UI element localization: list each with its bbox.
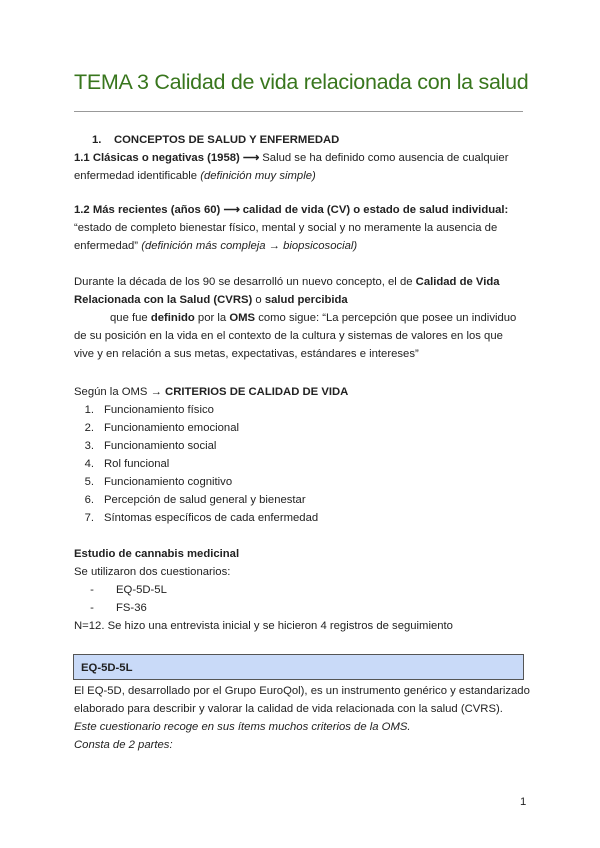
decade-p3: como sigue: “La percepción que posee un individuo <box>255 312 517 324</box>
recent-text-2: enfermedad” <box>74 240 142 252</box>
criteria-item-text: Funcionamiento físico <box>104 404 214 416</box>
classic-text-2: enfermedad identificable <box>74 170 201 182</box>
criteria-intro <box>74 383 348 401</box>
decade-or: o <box>252 294 265 306</box>
decade-p1: que fue <box>110 312 151 324</box>
criteria-item-number: 4. <box>84 458 94 470</box>
eq5d-line-4: Consta de 2 partes: <box>74 739 173 751</box>
criteria-item <box>70 401 214 419</box>
criteria-item <box>70 419 239 437</box>
criteria-item-text: Síntomas específicos de cada enfermedad <box>104 512 319 524</box>
decade-line-2 <box>74 291 348 309</box>
study-heading: Estudio de cannabis medicinal <box>74 548 240 560</box>
decade-line-3 <box>110 309 516 327</box>
title-divider <box>74 111 523 112</box>
eq5d-line-2: elaborado para describir y valorar la calidad de vida relacionada con la salud (CVRS). <box>74 703 503 715</box>
criteria-item-text: Rol funcional <box>104 458 170 470</box>
decade-alt: salud percibida <box>264 294 348 306</box>
dash-bullet: - <box>90 584 94 596</box>
criteria-intro-text: Según la OMS → <box>74 386 166 398</box>
criteria-item-number: 5. <box>84 476 94 488</box>
decade-p2: por la <box>194 312 230 324</box>
eq5d-box-title: EQ-5D-5L <box>81 662 133 674</box>
study-intro: Se utilizaron dos cuestionarios: <box>74 566 231 578</box>
decade-line-5: vive y en relación a sus metas, expectativas, estándares e intereses” <box>74 348 419 360</box>
eq5d-line-1: El EQ-5D, desarrollado por el Grupo EuroQol), es un instrumento genérico y estandarizado <box>74 685 530 697</box>
decade-concept-a: Calidad de Vida <box>415 276 500 288</box>
study-n-line: N=12. Se hizo una entrevista inicial y se hicieron 4 registros de seguimiento <box>74 620 453 632</box>
page-number: 1 <box>520 796 527 808</box>
criteria-item-text: Funcionamiento cognitivo <box>104 476 233 488</box>
criteria-item-text: Percepción de salud general y bienestar <box>104 494 306 506</box>
decade-oms: OMS <box>229 312 256 324</box>
section-title: CONCEPTOS DE SALUD Y ENFERMEDAD <box>113 134 340 146</box>
decade-intro: Durante la década de los 90 se desarrolló un nuevo concepto, el de <box>74 276 416 288</box>
classic-note: (definición muy simple) <box>200 170 316 182</box>
eq5d-line-3: Este cuestionario recoge en sus ítems muchos criterios de la OMS. <box>74 721 411 733</box>
classic-definition-line-2 <box>74 167 316 185</box>
study-item <box>82 599 147 617</box>
recent-quote-line-2 <box>74 237 357 255</box>
criteria-item-number: 2. <box>84 422 94 434</box>
decade-line-4: de su posición en la vida en el contexto de la cultura y sistemas de valores en los que <box>74 330 503 342</box>
section-number: 1. <box>92 134 102 146</box>
criteria-item <box>70 455 169 473</box>
recent-note: (definición más compleja → biopsicosocial) <box>141 240 358 252</box>
recent-quote-line-1: “estado de completo bienestar físico, mental y social y no meramente la ausencia de <box>74 222 498 234</box>
recent-heading: 1.2 Más recientes (años 60) ⟶ calidad de vida (CV) o estado de salud individual: <box>74 204 509 216</box>
page-title: TEMA 3 Calidad de vida relacionada con la salud <box>74 70 529 94</box>
criteria-item-number: 1. <box>84 404 94 416</box>
criteria-item <box>70 437 216 455</box>
section-heading <box>92 131 339 149</box>
eq5d-header-box <box>73 654 524 680</box>
criteria-item-text: Funcionamiento social <box>104 440 217 452</box>
classic-label: 1.1 Clásicas o negativas (1958) ⟶ <box>74 152 260 164</box>
criteria-item <box>70 491 306 509</box>
criteria-item-number: 6. <box>84 494 94 506</box>
dash-bullet: - <box>90 602 94 614</box>
study-item-text: EQ-5D-5L <box>116 584 167 596</box>
criteria-item-number: 7. <box>84 512 94 524</box>
study-item <box>82 581 167 599</box>
study-item-text: FS-36 <box>116 602 147 614</box>
decade-line-1 <box>74 273 500 291</box>
criteria-item-text: Funcionamiento emocional <box>104 422 240 434</box>
decade-concept-b: Relacionada con la Salud (CVRS) <box>74 294 253 306</box>
classic-text-1: Salud se ha definido como ausencia de cualquier <box>259 152 509 164</box>
classic-definition-line-1 <box>74 149 508 167</box>
criteria-item <box>70 473 232 491</box>
criteria-item-number: 3. <box>84 440 94 452</box>
criteria-item <box>70 509 318 527</box>
decade-defined: definido <box>150 312 195 324</box>
criteria-heading: CRITERIOS DE CALIDAD DE VIDA <box>165 386 349 398</box>
